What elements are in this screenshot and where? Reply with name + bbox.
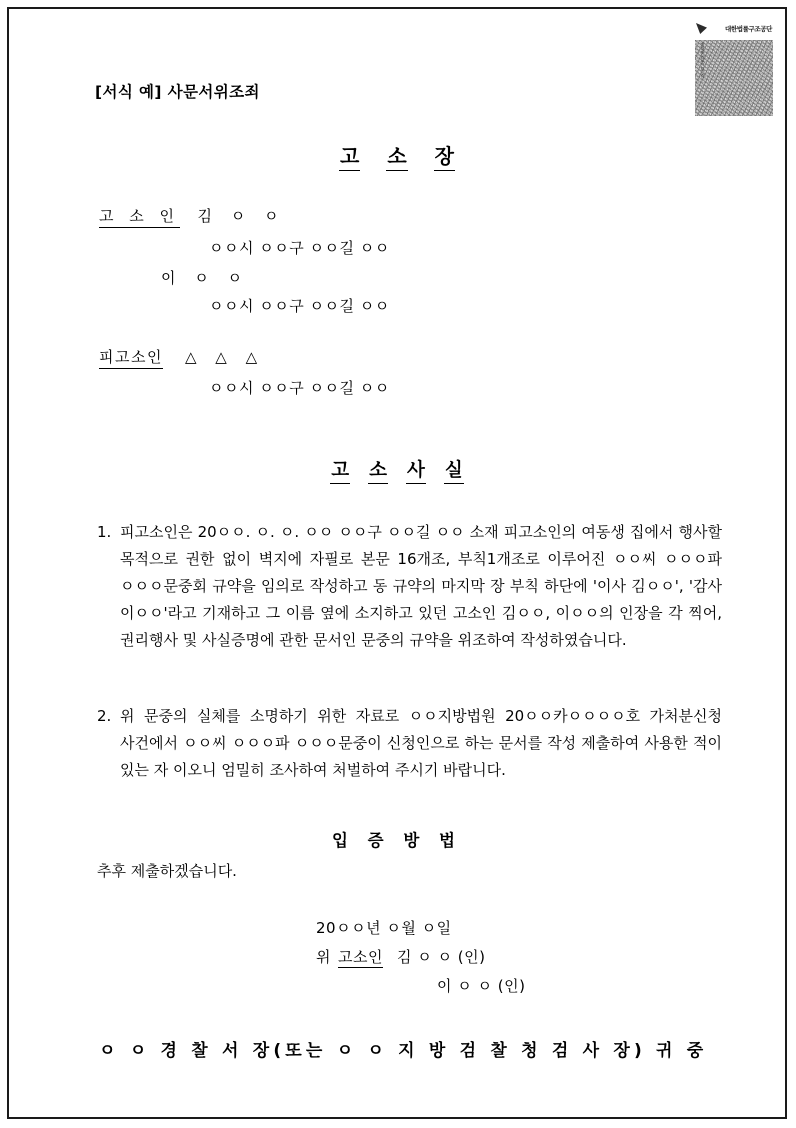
signature-role-label: 고소인	[338, 948, 383, 966]
facts-section-heading	[9, 456, 785, 484]
complainant-2-address: ㅇㅇ시 ㅇㅇ구 ㅇㅇ길 ㅇㅇ	[209, 297, 390, 315]
fact-item-number: 2.	[97, 707, 112, 725]
complainant-1-row	[99, 205, 286, 228]
stamp-texture	[695, 40, 773, 116]
signature-complainant-1-row	[316, 946, 485, 967]
title-char: 장	[434, 140, 455, 171]
signature-prefix: 위	[316, 948, 331, 966]
signature-complainant-2-name: 이 ㅇ ㅇ (인)	[437, 977, 526, 995]
accused-address: ㅇㅇ시 ㅇㅇ구 ㅇㅇ길 ㅇㅇ	[209, 379, 390, 397]
complainant-2-name: 이 ㅇ ㅇ	[161, 269, 250, 287]
accused-name: △ △ △	[184, 348, 265, 366]
complainant-1-name: 김 ㅇ ㅇ	[197, 207, 286, 225]
document-page	[9, 9, 785, 1117]
complainant-role-label: 고 소 인	[99, 205, 180, 228]
heading-char: 사	[406, 456, 426, 484]
form-type-label: [서식 예] 사문서위조죄	[95, 83, 260, 101]
heading-char: 고	[330, 456, 350, 484]
fact-item-text: 위 문중의 실체를 소명하기 위한 자료로 ㅇㅇ지방법원 20ㅇㅇ카ㅇㅇㅇㅇ호 가처분신청 사건에서 ㅇㅇ씨 ㅇㅇㅇ파 ㅇㅇㅇ문중이 신청인으로 하는 문서를 작성 제출하여 사용한 적이 있는 자 이오니 엄밀히 조사하여 처벌하여 주시기 바랍니다.	[120, 707, 722, 779]
legal-aid-website-text: www.klac.or.kr	[699, 42, 705, 79]
title-char: 소	[386, 140, 407, 171]
signature-complainant-1-name: 김 ㅇ ㅇ (인)	[396, 948, 486, 966]
heading-char: 실	[444, 456, 464, 484]
title-char: 고	[339, 140, 360, 171]
complainant-1-address: ㅇㅇ시 ㅇㅇ구 ㅇㅇ길 ㅇㅇ	[209, 239, 390, 257]
legal-aid-stamp	[695, 22, 773, 116]
complainant-2-row	[161, 267, 249, 288]
legal-aid-caption: 대한법률구조공단	[724, 25, 772, 33]
proof-section-text: 추후 제출하겠습니다.	[97, 862, 237, 880]
accused-role-label: 피고소인	[99, 346, 163, 369]
addressee-line: ㅇ ㅇ 경 찰 서 장(또는 ㅇ ㅇ 지 방 검 찰 청 검 사 장) 귀 중	[99, 1041, 708, 1061]
proof-section-heading: 입 증 방 법	[332, 831, 462, 850]
document-page-border	[7, 7, 787, 1119]
page-title	[9, 140, 785, 171]
signature-date: 20ㅇㅇ년 ㅇ월 ㅇ일	[316, 919, 452, 937]
accused-row	[99, 346, 264, 369]
fact-item-text: 피고소인은 20ㅇㅇ. ㅇ. ㅇ. ㅇㅇ ㅇㅇ구 ㅇㅇ길 ㅇㅇ 소재 피고소인의 여동생 집에서 행사할 목적으로 권한 없이 벽지에 자필로 본문 16개조, 부칙1개조로 이루어진 ㅇㅇ씨 ㅇㅇㅇ파 ㅇㅇㅇ문중회 규약을 임의로 작성하고 동 규약의 마지막 장 부칙 하단에 '이사 김ㅇㅇ', '감사 이ㅇㅇ'라고 기재하고 그 이름 옆에 소지하고 있던 고소인 김ㅇㅇ, 이ㅇㅇ의 인장을 각 찍어, 권리행사 및 사실증명에 관한 문서인 문중의 규약을 위조하여 작성하였습니다.	[120, 523, 722, 649]
fact-item-number: 1.	[97, 523, 112, 541]
heading-char: 소	[368, 456, 388, 484]
